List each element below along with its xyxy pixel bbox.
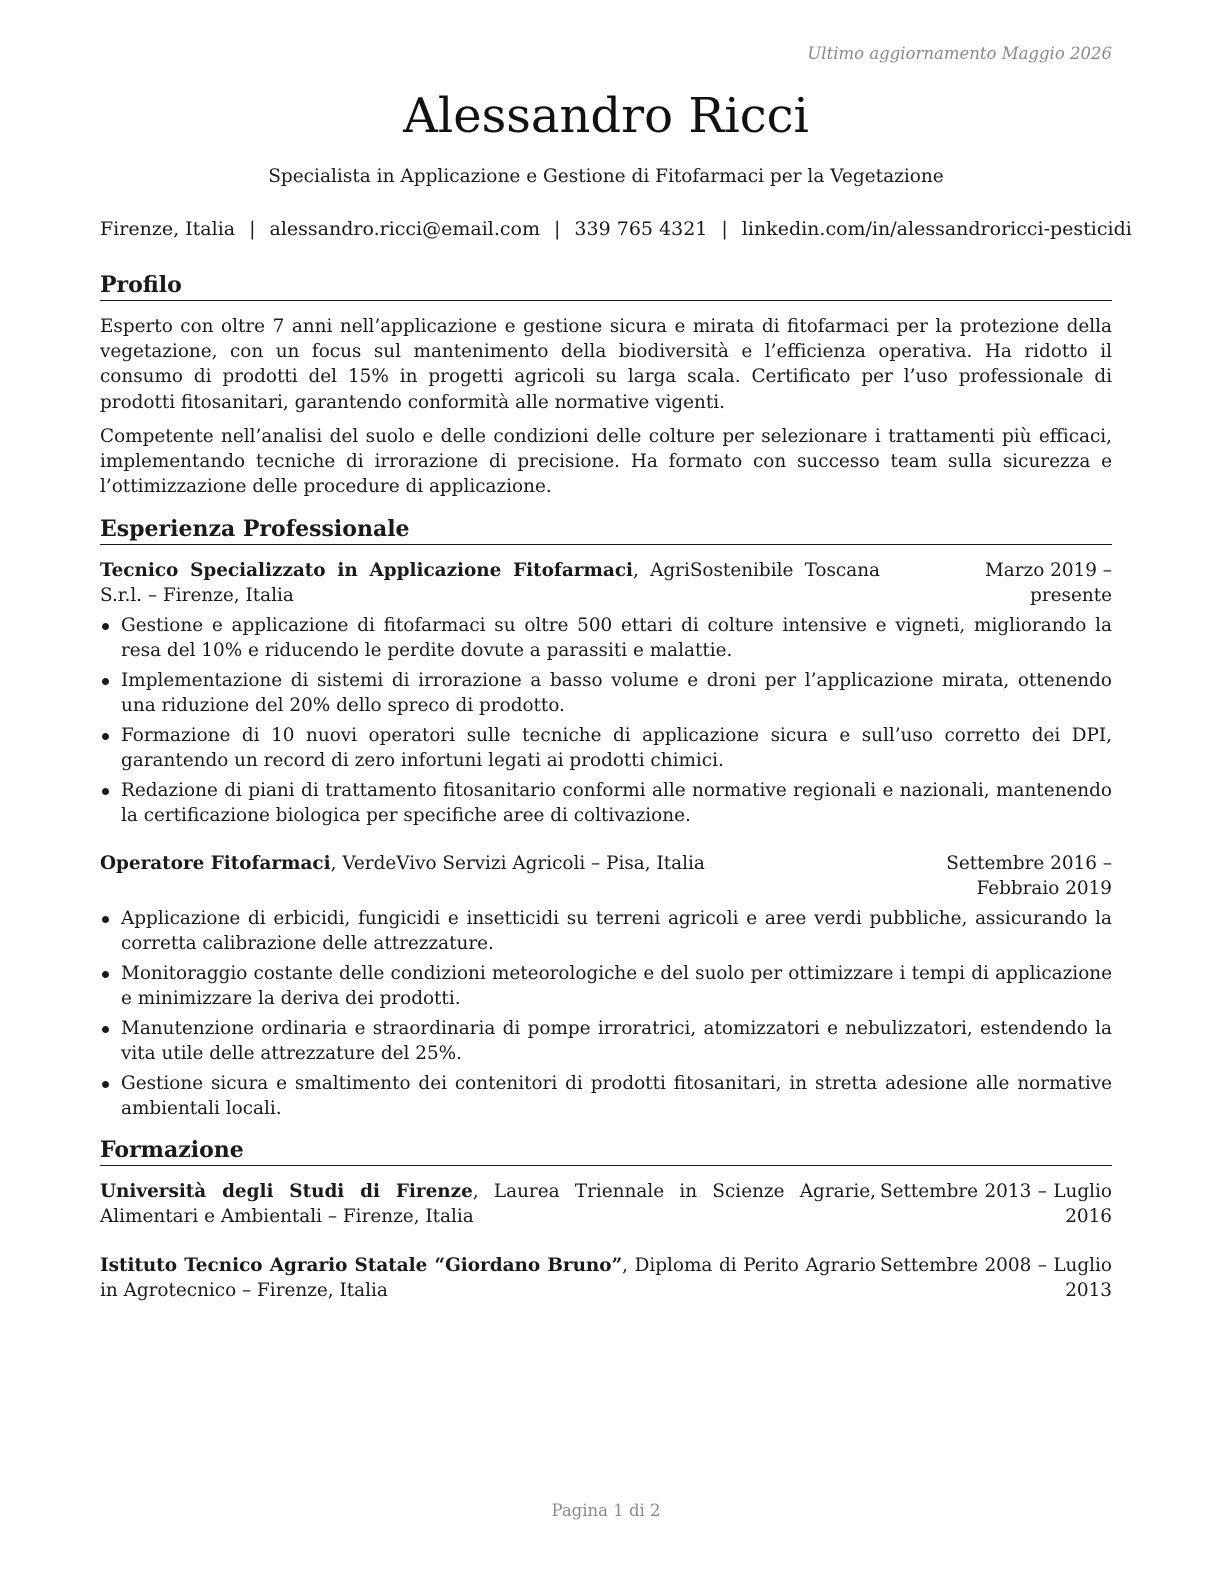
job-bullet-list: [100, 613, 1112, 833]
contact-line: [100, 218, 1132, 240]
section-title-profile: Profilo: [100, 272, 1112, 301]
list-item: [100, 906, 1112, 956]
job-role: Tecnico Specializzato in Applicazione Fitofarmaci: [100, 560, 634, 581]
contact-phone[interactable]: 339 765 4321: [574, 218, 708, 240]
profile-paragraph: Esperto con oltre 7 anni nell’applicazione e gestione sicura e mirata di fitofarmaci per la protezione della vegetazione, con un focus sul mantenimento della biodiversità e l’efficienza operativa. Ha ridotto il consumo di prodotti del 15% in progetti agricoli su larga scala. Certificato per l’uso professionale di prodotti fitosanitari, garantendo conformità alle normative vigenti.: [100, 316, 1112, 413]
job-dates: Settembre 2016 – Febbraio 2019: [946, 853, 1112, 900]
bullet-text: Monitoraggio costante delle condizioni meteorologiche e del suolo per ottimizzare i tempi di applicazione e minimizzare la deriva dei prodotti.: [121, 963, 1112, 1010]
contact-separator: |: [721, 218, 728, 240]
list-item: [100, 961, 1112, 1011]
job-company: , AgriSostenibile Toscana S.r.l. – Firenze, Italia: [100, 560, 880, 607]
education-detail: , Laurea Triennale in Scienze Agrarie, Alimentari e Ambientali – Firenze, Italia: [100, 1181, 876, 1228]
bullet-text: Formazione di 10 nuovi operatori sulle tecniche di applicazione sicura e sull’uso corretto dei DPI, garantendo un record di zero infortuni legati ai prodotti chimici.: [121, 725, 1112, 772]
job-title-line: [100, 558, 880, 608]
education-school: Istituto Tecnico Agrario Statale “Giordano Bruno”: [100, 1255, 623, 1276]
education-detail: , Diploma di Perito Agrario in Agrotecnico – Firenze, Italia: [100, 1255, 877, 1302]
bullet-text: Implementazione di sistemi di irrorazione a basso volume e droni per l’applicazione mirata, ottenendo una riduzione del 20% dello spreco di prodotto.: [121, 670, 1112, 717]
education-dates: Settembre 2008 – Luglio 2013: [880, 1255, 1112, 1302]
job-dates: Marzo 2019 – presente: [984, 560, 1112, 607]
job-role: Operatore Fitofarmaci: [100, 853, 331, 874]
bullet-icon: [102, 678, 109, 685]
bullet-text: Gestione sicura e smaltimento dei contenitori di prodotti fitosanitari, in stretta adesione alle normative ambientali locali.: [121, 1073, 1112, 1120]
job-header: [100, 558, 1112, 610]
section-title-experience: Esperienza Professionale: [100, 516, 1112, 545]
contact-separator: |: [554, 218, 561, 240]
last-updated-note: Ultimo aggiornamento Maggio 2026: [807, 44, 1112, 63]
bullet-icon: [102, 1081, 109, 1088]
resume-page: [100, 0, 1132, 1584]
profile-paragraph: Competente nell’analisi del suolo e delle condizioni delle colture per selezionare i trattamenti più efficaci, implementando tecniche di irrorazione di precisione. Ha formato con successo team sulla sicurezza e l’ottimizzazione delle procedure di applicazione.: [100, 426, 1112, 498]
bullet-icon: [102, 1026, 109, 1033]
list-item: [100, 1071, 1112, 1121]
contact-linkedin-link[interactable]: linkedin.com/in/alessandroricci-pesticidi: [741, 218, 1132, 240]
bullet-icon: [102, 916, 109, 923]
bullet-icon: [102, 971, 109, 978]
bullet-icon: [102, 788, 109, 795]
candidate-name: Alessandro Ricci: [403, 88, 809, 144]
list-item: [100, 723, 1112, 773]
education-school: Università degli Studi di Firenze: [100, 1181, 473, 1202]
bullet-icon: [102, 733, 109, 740]
bullet-text: Applicazione di erbicidi, fungicidi e insetticidi su terreni agricoli e aree verdi pubbliche, assicurando la corretta calibrazione delle attrezzature.: [121, 908, 1112, 955]
list-item: [100, 778, 1112, 828]
bullet-text: Redazione di piani di trattamento fitosanitario conformi alle normative regionali e nazionali, mantenendo la certificazione biologica per specifiche aree di coltivazione.: [121, 780, 1112, 827]
education-title-line: [100, 1179, 876, 1229]
job-header: [100, 851, 1112, 903]
education-dates: Settembre 2013 – Luglio 2016: [880, 1181, 1112, 1228]
candidate-headline: Specialista in Applicazione e Gestione di Fitofarmaci per la Vegetazione: [268, 166, 944, 187]
list-item: [100, 668, 1112, 718]
job-bullet-list: [100, 906, 1112, 1126]
contact-location: Firenze, Italia: [100, 218, 236, 240]
bullet-text: Manutenzione ordinaria e straordinaria di pompe irroratrici, atomizzatori e nebulizzatori, estendendo la vita utile delle attrezzature del 25%.: [121, 1018, 1112, 1065]
education-entry: [100, 1253, 1112, 1305]
bullet-icon: [102, 623, 109, 630]
contact-separator: |: [249, 218, 256, 240]
job-title-line: [100, 851, 800, 876]
education-entry: [100, 1179, 1112, 1231]
section-title-education: Formazione: [100, 1137, 1112, 1166]
list-item: [100, 1016, 1112, 1066]
bullet-text: Gestione e applicazione di fitofarmaci su oltre 500 ettari di colture intensive e vigneti, migliorando la resa del 10% e riducendo le perdite dovute a parassiti e malattie.: [121, 615, 1112, 662]
page-number: Pagina 1 di 2: [551, 1501, 661, 1520]
contact-email-link[interactable]: alessandro.ricci@email.com: [269, 218, 541, 240]
education-title-line: [100, 1253, 876, 1303]
list-item: [100, 613, 1112, 663]
job-company: , VerdeVivo Servizi Agricoli – Pisa, Italia: [330, 853, 705, 874]
